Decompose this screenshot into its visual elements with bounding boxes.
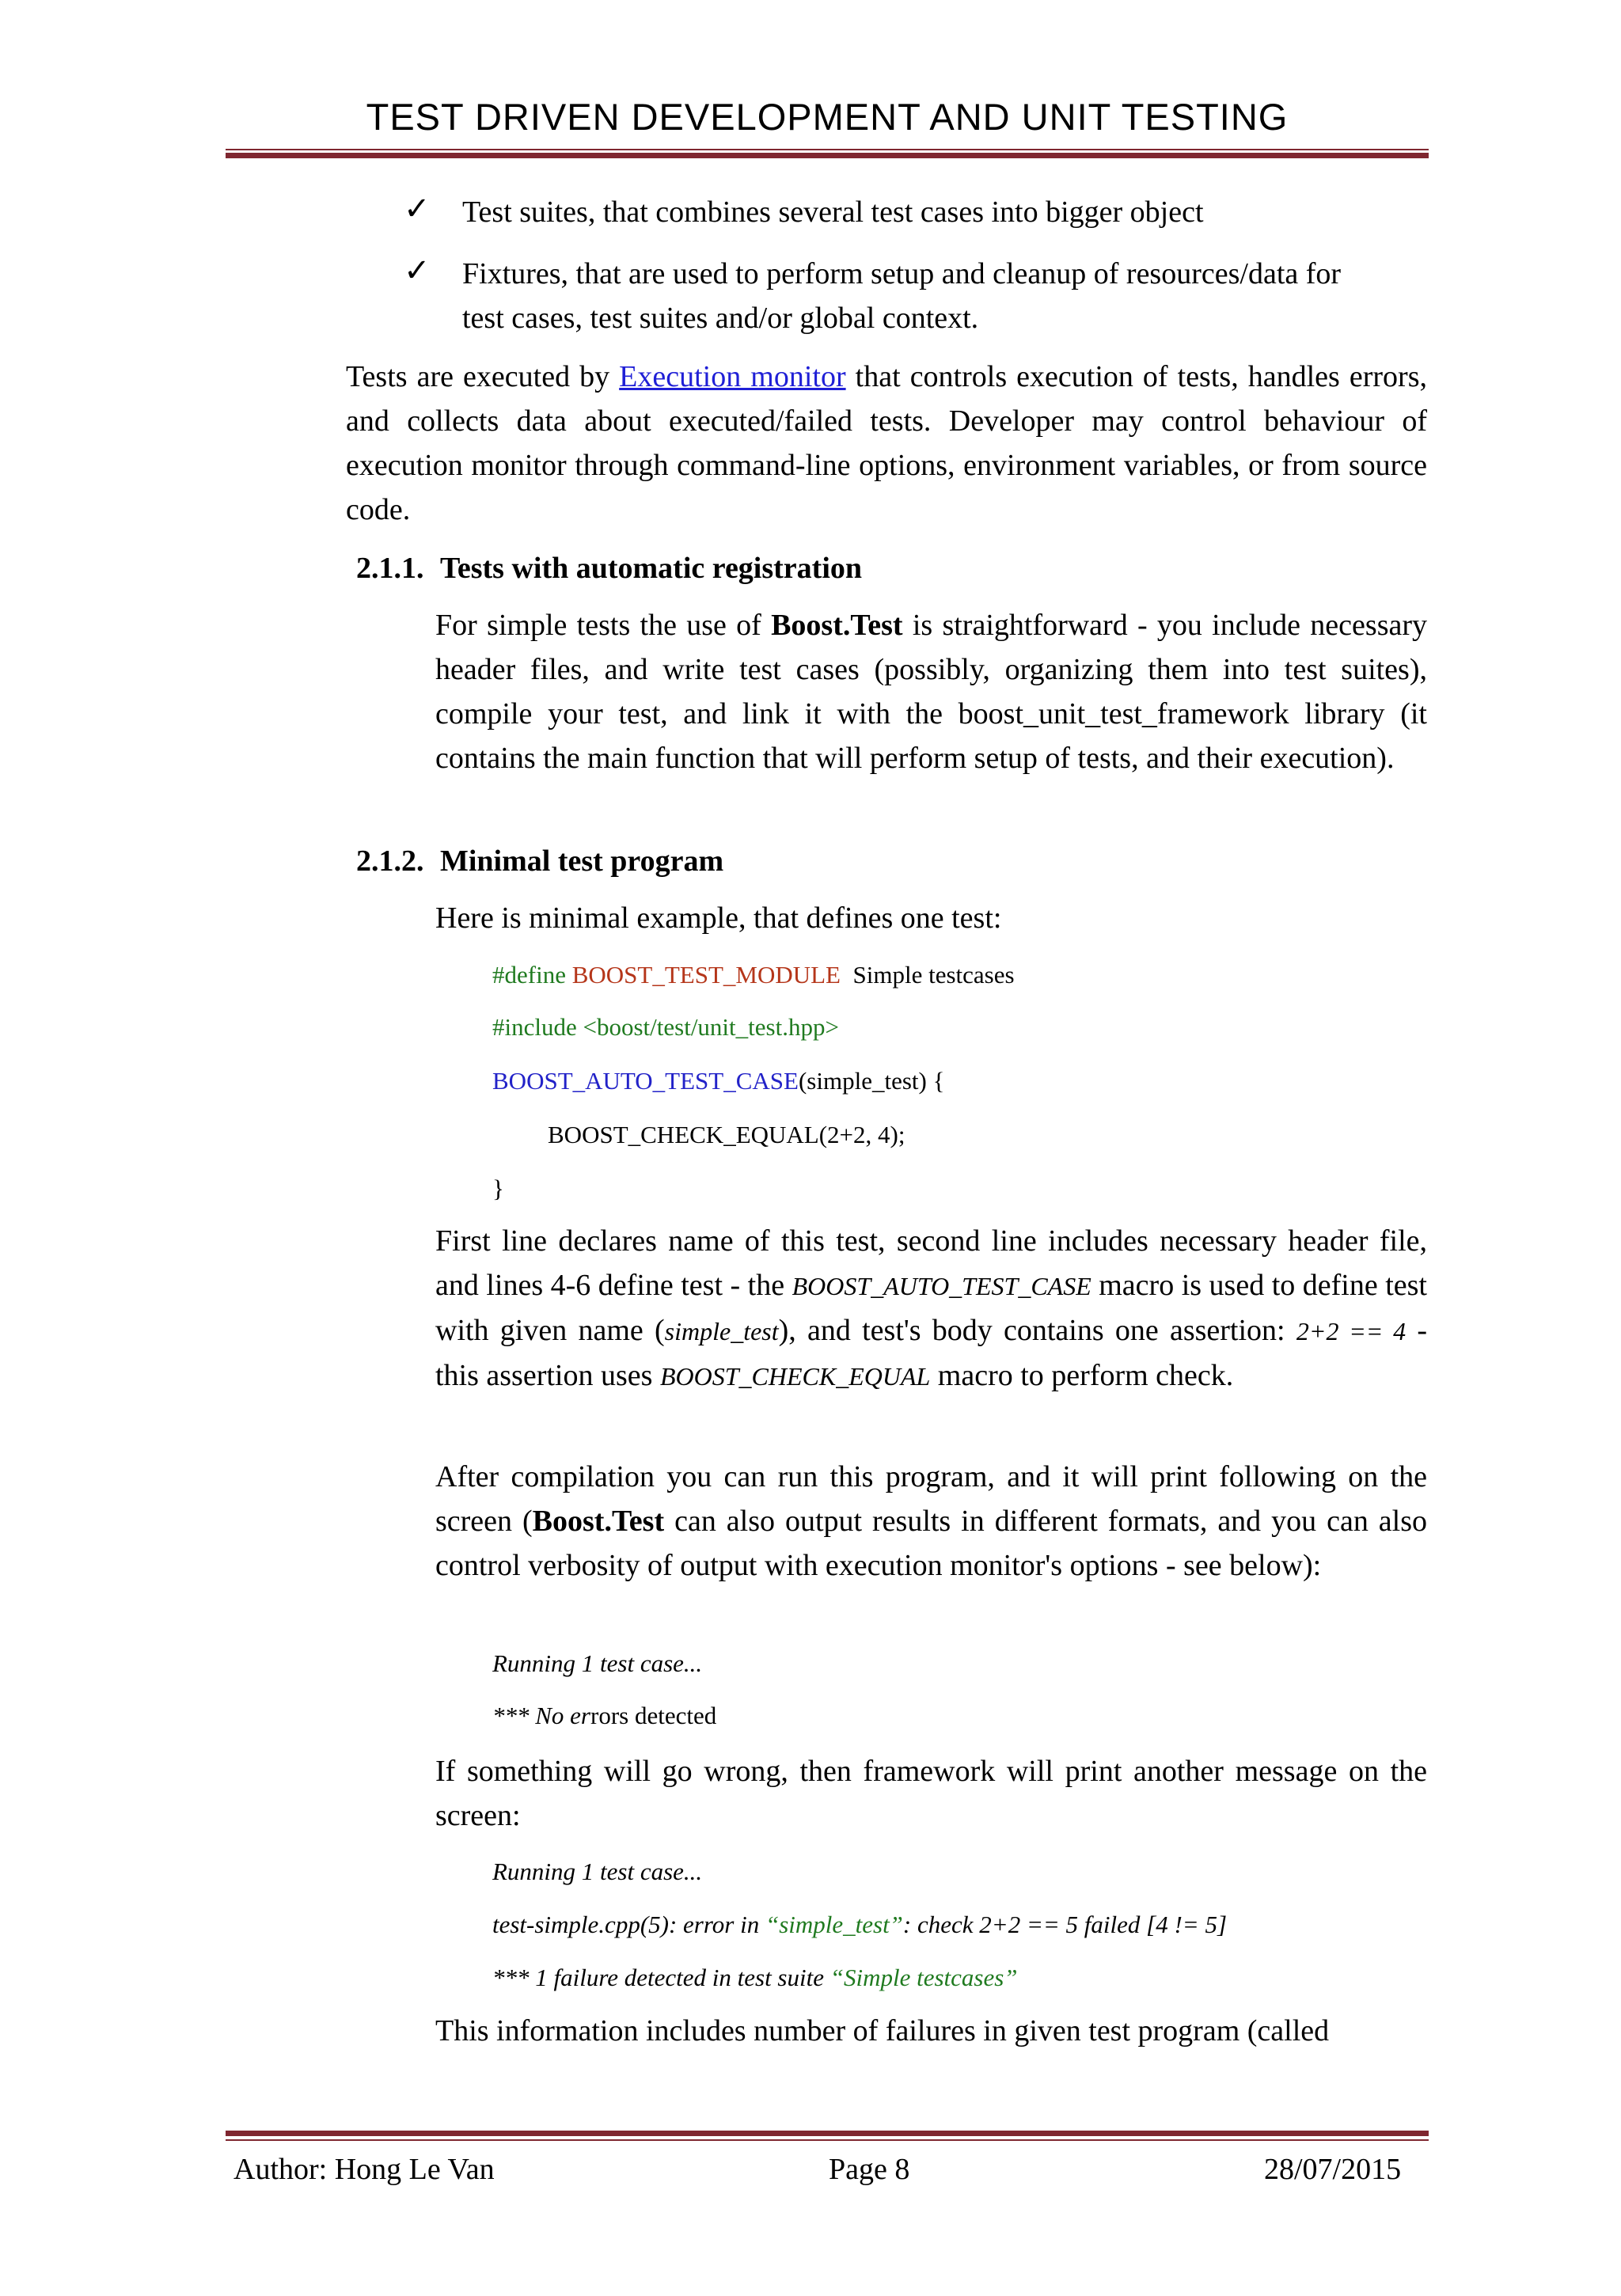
bullet-text-line1: Fixtures, that are used to perform setup and cleanup of resources/data for [462,257,1342,290]
failure-paragraph [435,1749,1427,1838]
section-heading-2-1-2 [356,839,723,883]
output-text: *** 1 failure detected in test suite [492,1964,830,1991]
code-line-auto [492,1065,944,1097]
header-rule-thin [226,149,1429,150]
para-text: ), and test's body contains one assertion: [778,1314,1296,1347]
footer-author: Author: Hong Le Van [233,2153,495,2186]
section-number: 2.1.1. [356,552,424,585]
output-text: test-simple.cpp(5): error in [492,1911,765,1938]
boost-test-bold: Boost.Test [532,1505,665,1538]
para-text: First line declares name of this test, second line includes necessary header file, and lines 4-6 define test - the [435,1224,1427,1302]
footer-rule-thin [226,2139,1429,2141]
output-line [492,1909,1227,1941]
explanation-paragraph [435,1219,1427,1398]
para-text: macro is used to define test with given name ( [435,1269,1427,1347]
inline-code: BOOST_CHECK_EQUAL [659,1362,931,1391]
inline-code: 2+2 == 4 [1296,1317,1407,1345]
para-text: Tests are executed by [346,360,620,393]
output-text: “simple_test” [765,1911,903,1938]
checkmark-icon: ✓ [404,191,431,226]
output-line: Running 1 test case... [492,1858,703,1885]
para-text: After compilation you can run this program, and it will print following on the screen ( [435,1460,1427,1538]
after-compile-paragraph [435,1455,1427,1588]
bullet-text-line2: test cases, test suites and/or global context. [462,302,979,335]
para-text: For simple tests the use of [435,609,772,642]
section-title: Tests with automatic registration [440,552,863,585]
section-title: Minimal test program [440,844,724,878]
code-text: (simple_test) { [798,1067,945,1095]
code-macro: BOOST_AUTO_TEST_CASE [492,1067,799,1095]
code-line-check: BOOST_CHECK_EQUAL(2+2, 4); [548,1121,905,1148]
page-header [226,93,1429,141]
footer-page-number: Page 8 [829,2153,910,2186]
para-text: macro to perform check. [930,1359,1234,1392]
output-text: : check 2+2 == 5 failed [4 != 5] [902,1911,1228,1938]
inline-code: simple_test [664,1317,779,1345]
last-paragraph [435,2009,1433,2053]
para-text: Here is minimal example, that defines one test: [435,901,1002,935]
intro-paragraph [346,355,1427,532]
code-keyword: #define [492,961,572,989]
section-number: 2.1.2. [356,844,424,878]
code-text: Simple testcases [841,961,1015,989]
footer-rule-thick [226,2131,1429,2136]
section-heading-2-1-1 [356,546,862,590]
para-text: is straightforward - you include necessary header files, and write test cases (possibly, organizing them into test suites), compile your test, and link it with the boost_unit_test_framework library (it contains the main function that will perform setup of tests, and their execution). [435,609,1428,775]
section-intro [435,896,1427,940]
execution-monitor-link[interactable]: Execution monitor [619,360,846,393]
output-text: rors detected [590,1702,717,1729]
bullet-text: Test suites, that combines several test cases into bigger object [462,195,1204,229]
para-text: This information includes number of failures in given test program (called [435,2014,1330,2047]
para-text: can also output results in different formats, and you can also control verbosity of output with execution monitor's options - see below): [435,1505,1427,1582]
output-line [492,1700,716,1732]
boost-test-bold: Boost.Test [771,609,903,642]
code-line-define [492,959,1015,991]
para-text: that controls execution of tests, handles errors, and collects data about executed/failed tests. Developer may control behaviour of execution monitor through command-line options, environment variables, or from source code. [346,360,1427,526]
header-rule-thick [226,153,1429,158]
output-text: “Simple testcases” [829,1964,1018,1991]
section-paragraph [435,603,1427,780]
code-macro: BOOST_TEST_MODULE [571,961,841,989]
para-text: - this assertion uses [435,1314,1428,1392]
bullet-item [462,190,1429,234]
code-line-include: #include <boost/test/unit_test.hpp> [492,1013,839,1041]
output-line [492,1962,1018,1994]
output-text: *** No er [492,1702,590,1729]
code-line-close: } [492,1175,504,1202]
header-title: TEST DRIVEN DEVELOPMENT AND UNIT TESTING [366,96,1289,138]
footer-date: 28/07/2015 [1264,2153,1402,2186]
bullet-item [462,252,1429,340]
inline-code: BOOST_AUTO_TEST_CASE [792,1272,1091,1300]
output-line: Running 1 test case... [492,1649,703,1677]
checkmark-icon: ✓ [404,252,431,288]
para-text: If something will go wrong, then framework will print another message on the screen: [435,1755,1427,1832]
